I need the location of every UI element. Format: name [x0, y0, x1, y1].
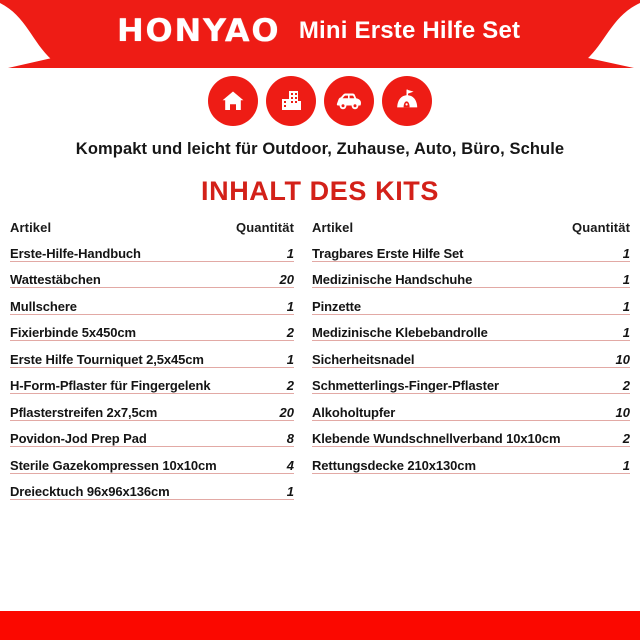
cell-article: Alkoholtupfer: [312, 394, 558, 421]
tent-icon: [392, 86, 422, 116]
cell-article: Schmetterlings-Finger-Pflaster: [312, 367, 558, 394]
column-header-quantity: Quantität: [236, 220, 294, 235]
cell-quantity: 1: [558, 235, 630, 261]
cell-quantity: 1: [558, 288, 630, 315]
cell-article: Tragbares Erste Hilfe Set: [312, 235, 558, 261]
cell-article: Mullschere: [10, 288, 222, 315]
cell-quantity: 2: [558, 420, 630, 447]
table-row: [10, 235, 294, 261]
cell-quantity: 20: [222, 261, 294, 288]
cell-quantity: 20: [222, 394, 294, 421]
cell-quantity: 10: [558, 341, 630, 368]
car-icon: [334, 86, 364, 116]
column-header-quantity: Quantität: [572, 220, 630, 235]
table-row: [312, 447, 630, 474]
cell-quantity: 1: [222, 235, 294, 261]
table-header-row: [10, 220, 294, 235]
cell-article: Dreiecktuch 96x96x136cm: [10, 473, 222, 500]
cell-quantity: 1: [558, 447, 630, 474]
car-icon-badge: [324, 76, 374, 126]
cell-article: Pinzette: [312, 288, 558, 315]
kit-table-left: [0, 220, 302, 500]
cell-article: Sicherheitsnadel: [312, 341, 558, 368]
building-icon: [277, 87, 305, 115]
home-icon: [219, 87, 247, 115]
cell-quantity: 1: [558, 314, 630, 341]
cell-quantity: 1: [222, 473, 294, 500]
home-icon-badge: [208, 76, 258, 126]
top-banner: [0, 0, 640, 72]
cell-quantity: 1: [558, 261, 630, 288]
table-row: [10, 288, 294, 315]
usage-icon-row: [0, 75, 640, 127]
brand-logo: HONYAO: [116, 12, 280, 49]
table-row: [312, 420, 630, 447]
cell-quantity: 4: [222, 447, 294, 474]
cell-article: Klebende Wundschnellverband 10x10cm: [312, 420, 558, 447]
cell-quantity: 1: [222, 288, 294, 315]
cell-article: Sterile Gazekompressen 10x10cm: [10, 447, 222, 474]
table-row: [312, 235, 630, 261]
bottom-accent-bar: [0, 611, 640, 640]
banner-text-group: [0, 0, 640, 62]
tent-icon-badge: [382, 76, 432, 126]
table-row: [10, 394, 294, 421]
cell-article: Erste Hilfe Tourniquet 2,5x45cm: [10, 341, 222, 368]
table-row: [312, 394, 630, 421]
cell-article: H-Form-Pflaster für Fingergelenk: [10, 367, 222, 394]
building-icon-badge: [266, 76, 316, 126]
cell-article: Pflasterstreifen 2x7,5cm: [10, 394, 222, 421]
table-row: [10, 367, 294, 394]
table-row: [10, 341, 294, 368]
table-header-row: [312, 220, 630, 235]
table-row: [10, 314, 294, 341]
table-row: [312, 261, 630, 288]
tagline: Kompakt und leicht für Outdoor, Zuhause, Auto, Büro, Schule: [75, 140, 565, 158]
cell-article: Wattestäbchen: [10, 261, 222, 288]
column-header-article: Artikel: [10, 220, 52, 235]
cell-quantity: 2: [558, 367, 630, 394]
table-row: [10, 473, 294, 500]
table-row: [312, 288, 630, 315]
table-row: [312, 314, 630, 341]
banner-subtitle: Mini Erste Hilfe Set: [298, 17, 521, 44]
cell-quantity: 2: [222, 314, 294, 341]
table-row: [312, 367, 630, 394]
kit-contents-tables: [0, 220, 640, 500]
table-row: [312, 341, 630, 368]
table-row: [10, 261, 294, 288]
cell-article: Erste-Hilfe-Handbuch: [10, 235, 222, 261]
cell-article: Medizinische Handschuhe: [312, 261, 558, 288]
cell-quantity: 8: [222, 420, 294, 447]
column-header-article: Artikel: [312, 220, 354, 235]
page-title: INHALT DES KITS: [201, 176, 439, 206]
cell-quantity: 2: [222, 367, 294, 394]
table-row: [10, 420, 294, 447]
cell-article: Fixierbinde 5x450cm: [10, 314, 222, 341]
cell-article: Povidon-Jod Prep Pad: [10, 420, 222, 447]
table-row: [10, 447, 294, 474]
cell-quantity: 1: [222, 341, 294, 368]
cell-quantity: 10: [558, 394, 630, 421]
kit-table-right: [302, 220, 640, 500]
cell-article: Medizinische Klebebandrolle: [312, 314, 558, 341]
cell-article: Rettungsdecke 210x130cm: [312, 447, 558, 474]
